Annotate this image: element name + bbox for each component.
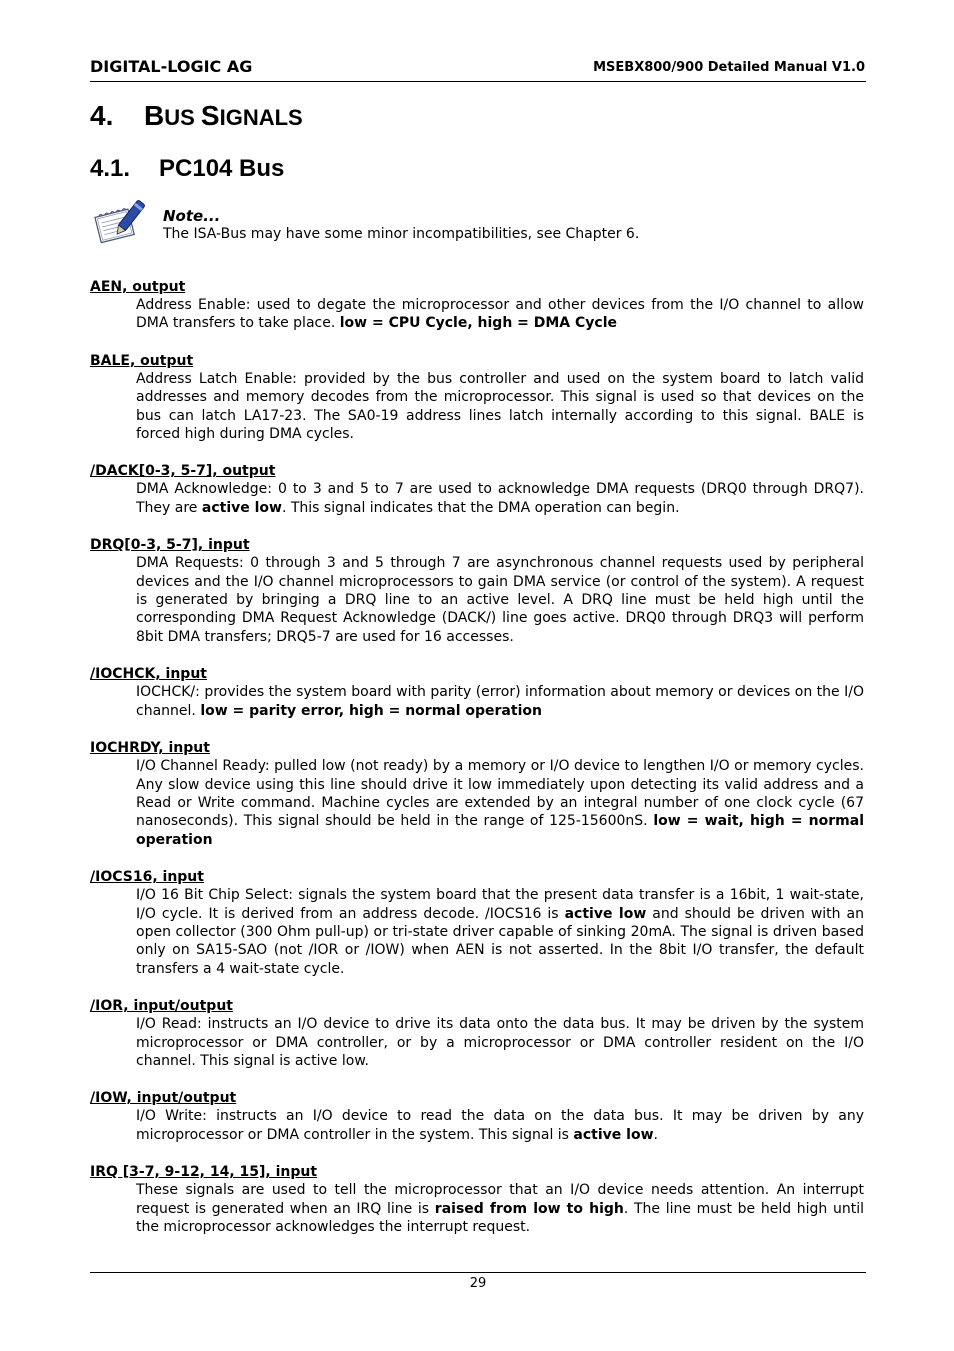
signal-entry: [90, 868, 864, 978]
signal-description: [136, 1107, 864, 1144]
signal-description-emphasis: raised from low to high: [434, 1200, 624, 1217]
signal-description: [136, 554, 864, 646]
signal-description: [136, 1181, 864, 1236]
signal-name: IRQ [3-7, 9-12, 14, 15], input: [90, 1164, 318, 1181]
signal-list: [90, 278, 864, 1255]
signal-description: [136, 1015, 864, 1070]
signal-description-text: I/O 16 Bit Chip Select: signals the system board that the present data transfer is a 16bit, 1 wait-state, I/O cycle. It is derived from an address decode. /IOCS16 is: [136, 887, 864, 922]
signal-description: [136, 886, 864, 978]
signal-name: /IOCHCK, input: [90, 666, 207, 683]
signal-name: /IOCS16, input: [90, 869, 204, 886]
signal-description: [136, 683, 864, 720]
signal-entry: [90, 278, 864, 333]
signal-name: AEN, output: [90, 279, 186, 295]
note-text: The ISA-Bus may have some minor incompatibilities, see Chapter 6.: [163, 226, 640, 242]
signal-description-emphasis: low = CPU Cycle, high = DMA Cycle: [339, 315, 618, 332]
signal-description-text: I/O Channel Ready: pulled low (not ready) by a memory or I/O device to lengthen I/O or memory cycles. Any slow device using this line should drive it low immediately upon detecting its valid address and a Read or Write command. Machine cycles are extended by an integral number of one clock cycle (67 nanoseconds). This signal should be held in the range of 125-15600nS.: [136, 758, 864, 830]
signal-name: /IOR, input/output: [90, 998, 233, 1015]
signal-name: /IOW, input/output: [90, 1090, 237, 1107]
signal-entry: [90, 536, 864, 646]
chapter-title-rest-2: IGNALS: [219, 105, 303, 130]
signal-description-emphasis: low = parity error, high = normal operation: [200, 702, 542, 719]
signal-description-emphasis: low = wait, high = normal operation: [136, 813, 864, 848]
signal-description-emphasis: active low: [201, 499, 282, 516]
signal-entry: [90, 1163, 864, 1236]
section-title: PC104 Bus: [159, 155, 285, 182]
footer-divider: [90, 1272, 866, 1273]
signal-description-text: DMA Acknowledge: 0 to 3 and 5 to 7 are used to acknowledge DMA requests (DRQ0 through DRQ7). They are: [136, 481, 864, 516]
signal-entry: [90, 352, 864, 444]
section-heading: [90, 155, 284, 183]
notepad-pen-icon: [91, 196, 145, 250]
signal-description-text: I/O Read: instructs an I/O device to drive its data onto the data bus. It may be driven by the system microprocessor or DMA controller, or by a microprocessor or DMA controller resident on the I/O channel. This signal is active low.: [136, 1016, 864, 1069]
manual-page: [90, 0, 866, 1351]
signal-description-text: Address Latch Enable: provided by the bus controller and used on the system board to latch valid addresses and memory decodes from the microprocessor. This signal is used so that devices on the bus can latch LA17-23. The SA0-19 address lines latch internally according to this signal. BALE is forced high during DMA cycles.: [136, 370, 864, 443]
signal-description-text: .: [653, 1126, 658, 1143]
signal-name: /DACK[0-3, 5-7], output: [90, 463, 276, 480]
chapter-title-initial-2: S: [200, 100, 220, 131]
page-header: [90, 57, 866, 82]
chapter-number: 4.: [90, 100, 114, 131]
signal-description-text: I/O Write: instructs an I/O device to read the data on the data bus. It may be driven by any microprocessor or DMA controller in the system. This signal is: [136, 1108, 864, 1143]
signal-description-text: . The line must be held high until the microprocessor acknowledges the interrupt request.: [136, 1200, 865, 1235]
signal-description-emphasis: active low: [573, 1126, 654, 1143]
note-title: Note...: [163, 207, 221, 225]
chapter-title-rest-1: US: [164, 105, 201, 130]
chapter-heading: [90, 100, 303, 132]
signal-description: [136, 757, 864, 849]
signal-entry: [90, 1089, 864, 1144]
signal-description-text: These signals are used to tell the microprocessor that an I/O device needs attention. An interrupt request is generated when an IRQ line is: [136, 1182, 864, 1217]
signal-entry: [90, 665, 864, 720]
page-number: 29: [469, 1276, 487, 1291]
signal-description-text: Address Enable: used to degate the microprocessor and other devices from the I/O channel to allow DMA transfers to take place.: [136, 297, 864, 332]
signal-description: [136, 370, 864, 444]
chapter-title-initial-1: B: [144, 100, 165, 131]
signal-description-text: IOCHCK/: provides the system board with parity (error) information about memory or devices on the I/O channel.: [136, 684, 864, 719]
signal-description-text: and should be driven with an open collector (300 Ohm pull-up) or tri-state driver capable of sinking 20mA. The signal is driven based only on SA15-SAO (not /IOR or /IOW) when AEN is not asserted. In the 8bit I/O transfer, the default transfers a 4 wait-state cycle.: [136, 905, 864, 977]
signal-name: DRQ[0-3, 5-7], input: [90, 537, 250, 554]
header-manual-title: MSEBX800/900 Detailed Manual V1.0: [593, 60, 865, 75]
signal-entry: [90, 997, 864, 1070]
section-number: 4.1.: [90, 155, 131, 182]
signal-entry: [90, 462, 864, 517]
signal-description: [136, 480, 864, 517]
signal-description-emphasis: active low: [564, 905, 647, 922]
signal-name: BALE, output: [90, 352, 194, 369]
signal-description-text: DMA Requests: 0 through 3 and 5 through 7 are asynchronous channel requests used by peripheral devices and the I/O channel microprocessors to gain DMA service (or control of the system). A request is generated by bringing a DRQ line to an active level. A DRQ line must be held high until the corresponding DMA Request Acknowledge (DACK/) line goes active. DRQ0 through DRQ3 will perform 8bit DMA transfers; DRQ5-7 are used for 16 accesses.: [136, 555, 864, 645]
signal-name: IOCHRDY, input: [90, 740, 210, 757]
signal-description: [136, 296, 864, 333]
signal-entry: [90, 739, 864, 849]
signal-description-text: . This signal indicates that the DMA operation can begin.: [281, 499, 680, 516]
header-company: DIGITAL-LOGIC AG: [90, 57, 253, 76]
